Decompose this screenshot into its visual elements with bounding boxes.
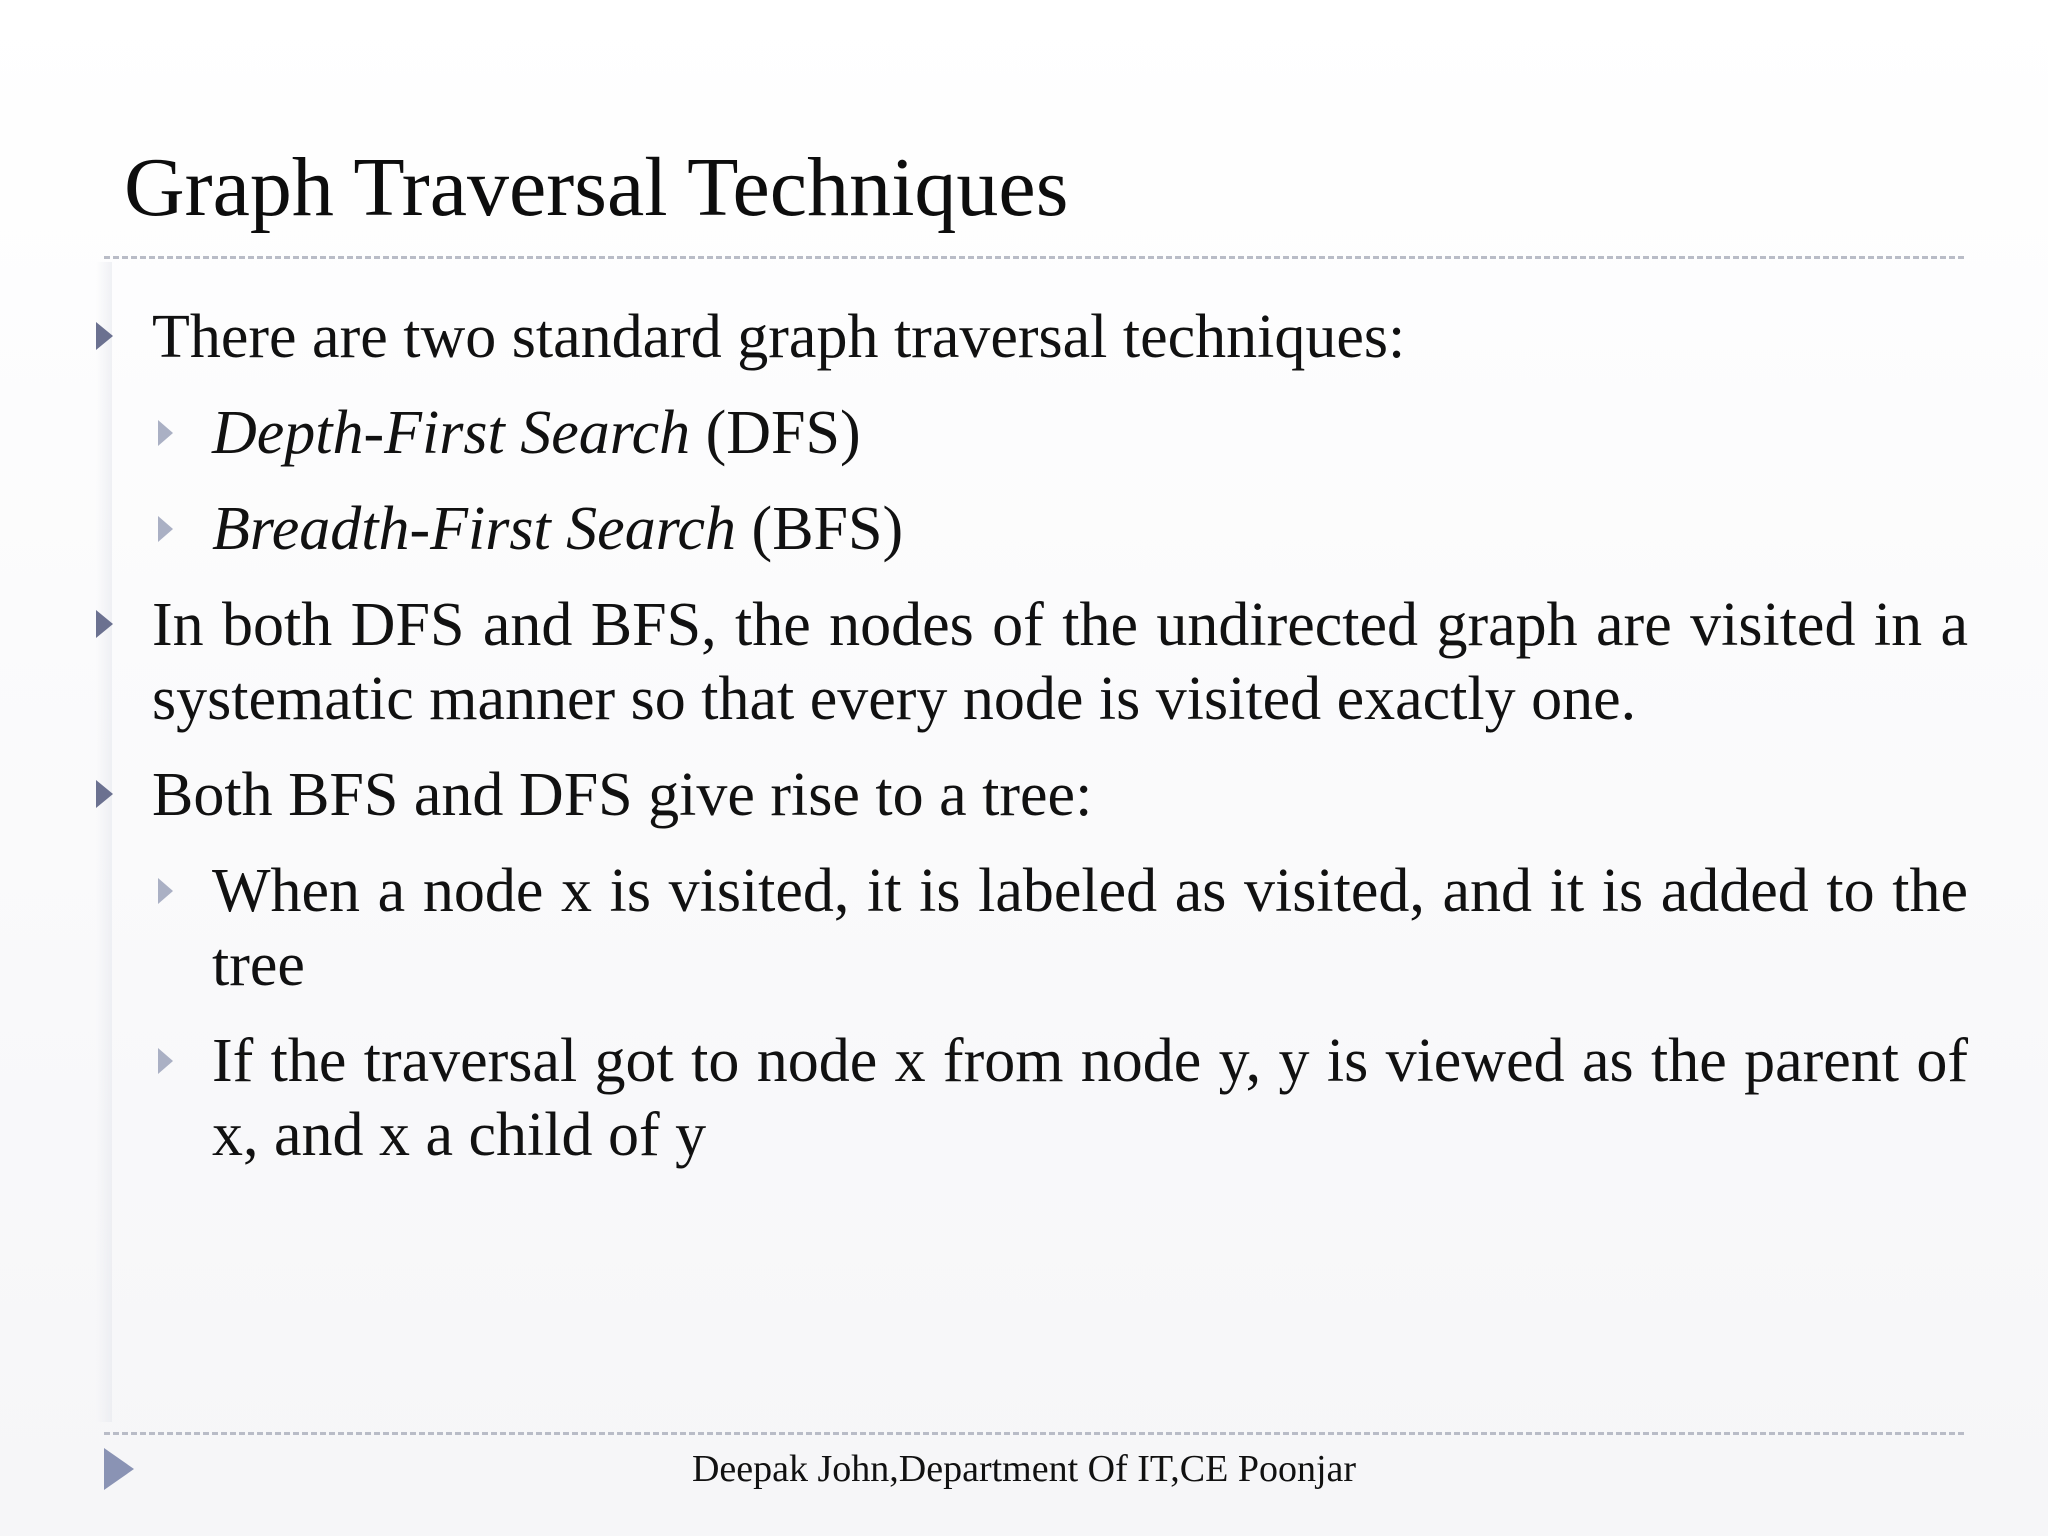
- bullet-text: [212, 492, 1968, 566]
- sub-bullet-item: [92, 1024, 1968, 1172]
- triangle-right-icon: [96, 322, 113, 350]
- bullet-text: When a node x is visited, it is labeled as visited, and it is added to the tree: [212, 857, 1968, 999]
- bullet-italic-text: Breadth-First Search: [212, 495, 737, 563]
- triangle-right-icon: [96, 610, 113, 638]
- bullet-item: [92, 588, 1968, 736]
- bullet-plain-text: (BFS): [736, 495, 904, 563]
- title-divider: [104, 256, 1964, 259]
- bullet-text: In both DFS and BFS, the nodes of the undirected graph are visited in a systematic manner so that every node is visited exactly one.: [152, 591, 1968, 733]
- slide-footer: Deepak John,Department Of IT,CE Poonjar: [691, 1448, 1357, 1490]
- bullet-item: [92, 300, 1968, 374]
- sub-bullet-item: [92, 396, 1968, 470]
- sub-bullet-item: [92, 492, 1968, 566]
- bullet-text: Both BFS and DFS give rise to a tree:: [152, 761, 1093, 829]
- triangle-right-icon: [96, 780, 113, 808]
- footer-divider: [104, 1432, 1964, 1435]
- bullet-item: [92, 758, 1968, 832]
- slide-title: Graph Traversal Techniques: [124, 141, 1069, 234]
- triangle-right-icon: [158, 1048, 173, 1074]
- sub-bullet-item: [92, 854, 1968, 1002]
- triangle-right-icon: [158, 420, 173, 446]
- bullet-text: There are two standard graph traversal techniques:: [152, 303, 1406, 371]
- bullet-plain-text: (DFS): [690, 399, 861, 467]
- triangle-right-icon: [158, 516, 173, 542]
- triangle-right-icon: [158, 878, 173, 904]
- slide-content: [92, 300, 1968, 1194]
- bullet-italic-text: Depth-First Search: [212, 399, 691, 467]
- bullet-text: [212, 396, 1968, 470]
- bullet-text: If the traversal got to node x from node y, y is viewed as the parent of x, and x a child of y: [212, 1027, 1968, 1169]
